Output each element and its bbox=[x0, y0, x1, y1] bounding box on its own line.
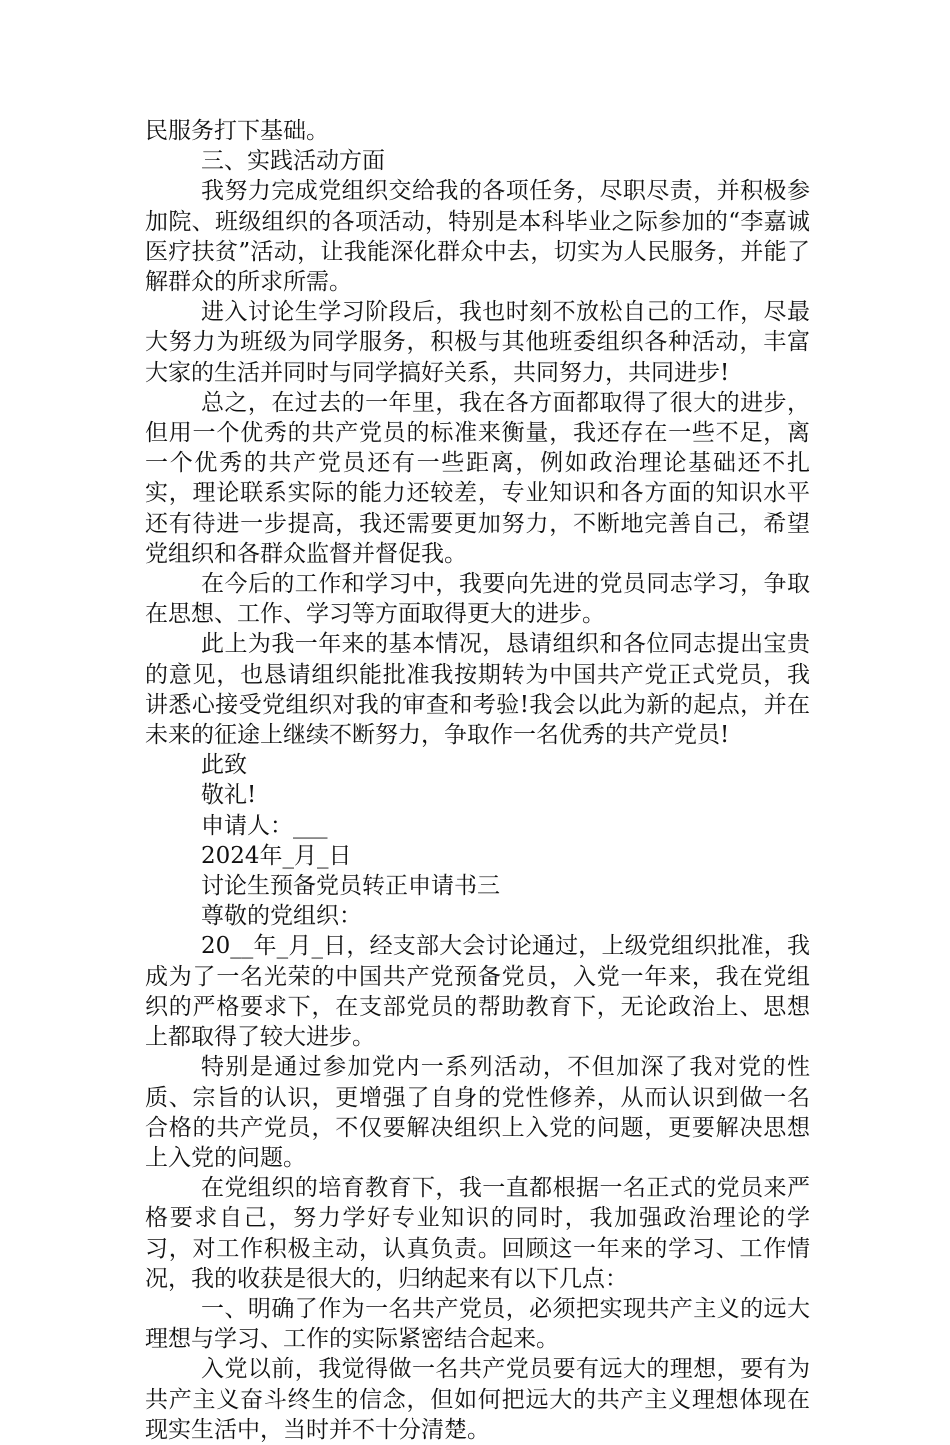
paragraph: 2024年_月_日 bbox=[201, 842, 352, 869]
paragraph: 在党组织的培育教育下，我一直都根据一名正式的党员来严格要求自己，努力学好专业知识的同时，我加强政治理论的学习，对工作积极主动，认真负责。回顾这一年来的学习、工作情况，我的收获是很大的，归纳起来有以下几点： bbox=[145, 1175, 810, 1292]
paragraph: 我努力完成党组织交给我的各项任务，尽职尽责，并积极参加院、班级组织的各项活动，特别是本科毕业之际参加的“李嘉诚医疗扶贫”活动，让我能深化群众中去，切实为人民服务，并能了解群众的所求所需。 bbox=[145, 178, 810, 296]
paragraph: 三、实践活动方面 bbox=[201, 148, 385, 175]
paragraph: 民服务打下基础。 bbox=[145, 118, 329, 144]
paragraph: 一、明确了作为一名共产党员，必须把实现共产主义的远大理想与学习、工作的实际紧密结合起来。 bbox=[145, 1295, 810, 1353]
paragraph: 此致 bbox=[201, 752, 247, 779]
document-body bbox=[145, 116, 810, 1445]
paragraph: 进入讨论生学习阶段后，我也时刻不放松自己的工作，尽最大努力为班级为同学服务，积极与其他班委组织各种活动，丰富大家的生活并同时与同学搞好关系，共同努力，共同进步! bbox=[145, 299, 810, 386]
paragraph: 讨论生预备党员转正申请书三 bbox=[201, 873, 500, 900]
paragraph: 总之，在过去的一年里，我在各方面都取得了很大的进步，但用一个优秀的共产党员的标准来衡量，我还存在一些不足，离一个优秀的共产党员还有一些距离，例如政治理论基础还不扎实，理论联系实际的能力还较差，专业知识和各方面的知识水平还有待进一步提高，我还需要更加努力，不断地完善自己，希望党组织和各群众监督并督促我。 bbox=[145, 389, 810, 567]
paragraph: 在今后的工作和学习中，我要向先进的党员同志学习，争取在思想、工作、学习等方面取得更大的进步。 bbox=[145, 571, 810, 628]
paragraph: 20__年_月_日，经支部大会讨论通过，上级党组织批准，我成为了一名光荣的中国共产党预备党员，入党一年来，我在党组织的严格要求下，在支部党员的帮助教育下，无论政治上、思想上都取得了较大进步。 bbox=[145, 933, 810, 1051]
paragraph: 入党以前，我觉得做一名共产党员要有远大的理想，要有为共产主义奋斗终生的信念，但如何把远大的共产主义理想体现在现实生活中，当时并不十分清楚。 bbox=[145, 1356, 810, 1443]
paragraph: 此上为我一年来的基本情况，恳请组织和各位同志提出宝贵的意见，也恳请组织能批准我按期转为中国共产党正式党员，我讲悉心接受党组织对我的审查和考验!我会以此为新的起点，并在未来的征途上继续不断努力，争取作一名优秀的共产党员! bbox=[145, 631, 810, 749]
paragraph: 尊敬的党组织： bbox=[201, 903, 362, 930]
paragraph: 特别是通过参加党内一系列活动，不但加深了我对党的性质、宗旨的认识，更增强了自身的党性修养，从而认识到做一名合格的共产党员，不仅要解决组织上入党的问题，更要解决思想上入党的问题。 bbox=[145, 1054, 810, 1171]
paragraph: 敬礼! bbox=[201, 782, 257, 809]
paragraph: 申请人：___ bbox=[201, 812, 328, 839]
